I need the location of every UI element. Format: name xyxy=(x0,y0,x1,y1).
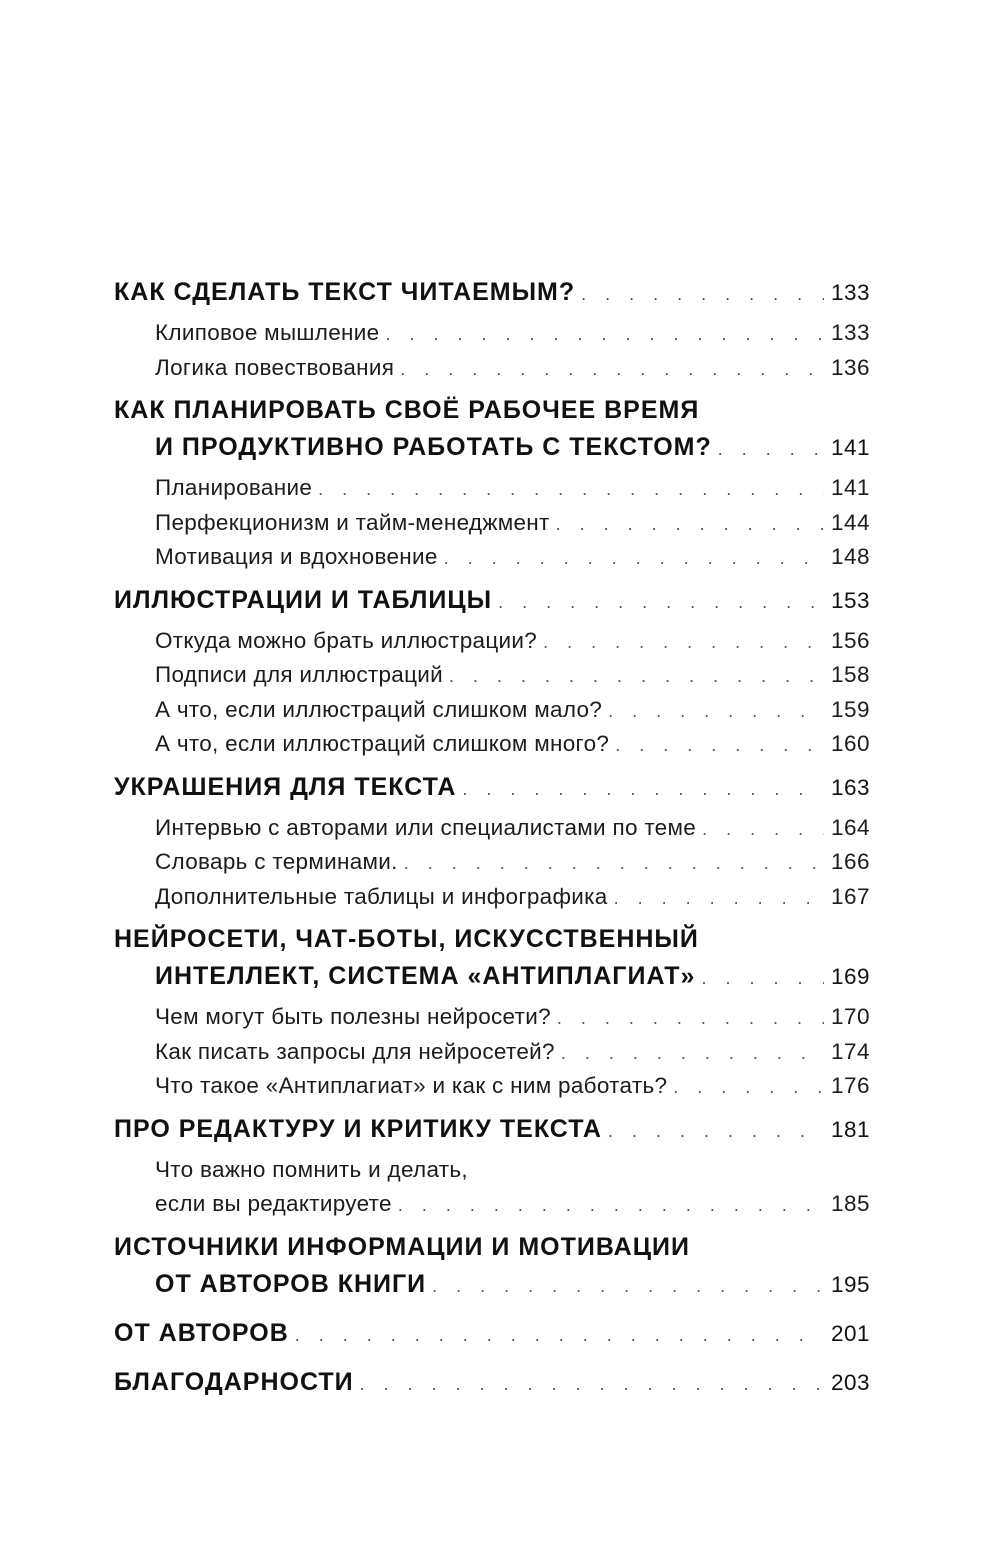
dot-leader xyxy=(462,779,824,800)
toc-section-entry xyxy=(114,731,870,766)
toc-line xyxy=(114,1270,870,1307)
toc-line xyxy=(114,320,870,355)
dot-leader xyxy=(543,632,824,653)
toc-line xyxy=(114,1233,870,1270)
page-number: 170 xyxy=(830,1004,870,1029)
toc-chapter-entry xyxy=(114,396,870,470)
toc-section-entry xyxy=(114,1073,870,1108)
toc-line xyxy=(114,1004,870,1039)
page-number: 144 xyxy=(830,509,870,535)
dot-leader xyxy=(385,324,824,345)
section-title: Как писать запросы для нейросетей? xyxy=(155,1038,555,1064)
page-number: 185 xyxy=(830,1191,870,1216)
section-title: Что такое «Антиплагиат» и как с ним работать? xyxy=(155,1073,668,1098)
toc-line xyxy=(114,510,870,545)
toc-line xyxy=(114,1039,870,1074)
chapter-title: ОТ АВТОРОВ xyxy=(114,1318,289,1347)
toc-line xyxy=(114,815,870,850)
toc-section-entry xyxy=(114,1039,870,1074)
toc-section-entry xyxy=(114,849,870,884)
chapter-title: КАК ПЛАНИРОВАТЬ СВОЁ РАБОЧЕЕ ВРЕМЯ xyxy=(114,396,700,424)
dot-leader xyxy=(449,666,824,687)
page-number: 166 xyxy=(830,849,870,874)
section-title: Словарь с терминами. xyxy=(155,849,398,874)
toc-section-entry xyxy=(114,662,870,697)
section-title: Что важно помнить и делать, xyxy=(155,1156,468,1182)
toc-line xyxy=(114,1191,870,1226)
section-title: Перфекционизм и тайм-менеджмент xyxy=(155,509,550,535)
page-number: 169 xyxy=(830,964,870,989)
toc-line xyxy=(114,396,870,433)
toc-line xyxy=(114,849,870,884)
dot-leader xyxy=(673,1077,824,1098)
chapter-title: ИСТОЧНИКИ ИНФОРМАЦИИ И МОТИВАЦИИ xyxy=(114,1232,690,1261)
chapter-title: И ПРОДУКТИВНО РАБОТАТЬ С ТЕКСТОМ? xyxy=(155,433,712,461)
toc-line xyxy=(114,884,870,919)
dot-leader xyxy=(432,1276,824,1297)
toc-line xyxy=(114,433,870,470)
toc-line xyxy=(114,278,870,315)
toc-line xyxy=(114,586,870,623)
chapter-title: КАК СДЕЛАТЬ ТЕКСТ ЧИТАЕМЫМ? xyxy=(114,278,576,306)
dot-leader xyxy=(498,592,824,613)
section-title: Мотивация и вдохновение xyxy=(155,544,438,569)
toc-chapter-entry xyxy=(114,925,870,999)
page-number: 133 xyxy=(830,320,870,345)
dot-leader xyxy=(702,819,824,840)
toc-line xyxy=(114,773,870,810)
toc-line xyxy=(114,1368,870,1405)
toc-line xyxy=(114,731,870,766)
section-title: если вы редактируете xyxy=(155,1191,392,1216)
toc-section-entry xyxy=(114,1004,870,1039)
toc-line xyxy=(114,1115,870,1152)
toc-section-entry xyxy=(114,628,870,663)
toc-chapter-entry xyxy=(114,1368,870,1405)
toc-chapter-entry xyxy=(114,773,870,810)
table-of-contents xyxy=(114,278,870,1405)
dot-leader xyxy=(360,1374,824,1395)
toc-line xyxy=(114,1319,870,1356)
page-number: 160 xyxy=(830,731,870,756)
toc-line xyxy=(114,475,870,510)
section-title: Планирование xyxy=(155,475,313,500)
dot-leader xyxy=(404,853,824,874)
section-title: Логика повествования xyxy=(155,354,395,380)
chapter-title: ИЛЛЮСТРАЦИИ И ТАБЛИЦЫ xyxy=(114,585,493,614)
dot-leader xyxy=(557,1008,824,1029)
toc-line xyxy=(114,628,870,663)
toc-section-entry xyxy=(114,697,870,732)
page-number: 141 xyxy=(830,435,870,460)
toc-section-entry xyxy=(114,1157,870,1226)
toc-line xyxy=(114,1073,870,1108)
page-number: 201 xyxy=(830,1320,870,1346)
section-title: Дополнительные таблицы и инфографика xyxy=(155,883,608,909)
dot-leader xyxy=(318,479,824,500)
section-title: Клиповое мышление xyxy=(155,320,380,345)
toc-chapter-entry xyxy=(114,278,870,315)
toc-chapter-entry xyxy=(114,586,870,623)
page-number: 136 xyxy=(830,354,870,380)
dot-leader xyxy=(400,359,824,380)
dot-leader xyxy=(608,1121,824,1142)
toc-section-entry xyxy=(114,510,870,545)
chapter-title: НЕЙРОСЕТИ, ЧАТ-БОТЫ, ИСКУССТВЕННЫЙ xyxy=(114,925,699,953)
section-title: Чем могут быть полезны нейросети? xyxy=(155,1004,551,1029)
page-number: 159 xyxy=(830,696,870,722)
toc-chapter-entry xyxy=(114,1233,870,1307)
page-number: 195 xyxy=(830,1271,870,1297)
toc-line xyxy=(114,662,870,697)
page-number: 158 xyxy=(830,662,870,687)
page-number: 163 xyxy=(830,774,870,800)
page-number: 167 xyxy=(830,883,870,909)
chapter-title: ИНТЕЛЛЕКТ, СИСТЕМА «АНТИПЛАГИАТ» xyxy=(155,962,696,990)
section-title: А что, если иллюстраций слишком мало? xyxy=(155,696,603,722)
chapter-title: УКРАШЕНИЯ ДЛЯ ТЕКСТА xyxy=(114,772,457,801)
page-number: 174 xyxy=(830,1038,870,1064)
section-title: Откуда можно брать иллюстрации? xyxy=(155,627,538,653)
toc-line xyxy=(114,925,870,962)
section-title: Подписи для иллюстраций xyxy=(155,662,444,687)
dot-leader xyxy=(581,284,824,305)
toc-line xyxy=(114,962,870,999)
page-number: 176 xyxy=(830,1073,870,1098)
page-number: 133 xyxy=(830,280,870,305)
dot-leader xyxy=(398,1195,824,1216)
page-number: 153 xyxy=(830,587,870,613)
dot-leader xyxy=(608,701,824,722)
toc-line xyxy=(114,697,870,732)
toc-section-entry xyxy=(114,475,870,510)
toc-line xyxy=(114,544,870,579)
toc-chapter-entry xyxy=(114,1319,870,1356)
page-number: 181 xyxy=(830,1116,870,1142)
page-number: 156 xyxy=(830,627,870,653)
page-number: 164 xyxy=(830,814,870,840)
dot-leader xyxy=(295,1325,824,1346)
toc-section-entry xyxy=(114,355,870,390)
toc-section-entry xyxy=(114,544,870,579)
dot-leader xyxy=(614,888,824,909)
toc-line xyxy=(114,1157,870,1192)
dot-leader xyxy=(444,548,824,569)
toc-chapter-entry xyxy=(114,1115,870,1152)
section-title: А что, если иллюстраций слишком много? xyxy=(155,731,610,756)
dot-leader xyxy=(561,1043,824,1064)
chapter-title: БЛАГОДАРНОСТИ xyxy=(114,1367,354,1396)
toc-section-entry xyxy=(114,815,870,850)
dot-leader xyxy=(615,735,824,756)
toc-section-entry xyxy=(114,320,870,355)
page-number: 141 xyxy=(830,475,870,500)
page-number: 148 xyxy=(830,544,870,569)
chapter-title: ОТ АВТОРОВ КНИГИ xyxy=(155,1269,427,1298)
chapter-title: ПРО РЕДАКТУРУ И КРИТИКУ ТЕКСТА xyxy=(114,1114,602,1143)
toc-section-entry xyxy=(114,884,870,919)
toc-line xyxy=(114,355,870,390)
dot-leader xyxy=(701,968,824,989)
page-number: 203 xyxy=(830,1369,870,1395)
dot-leader xyxy=(718,439,824,460)
section-title: Интервью с авторами или специалистами по теме xyxy=(155,814,697,840)
dot-leader xyxy=(556,514,824,535)
